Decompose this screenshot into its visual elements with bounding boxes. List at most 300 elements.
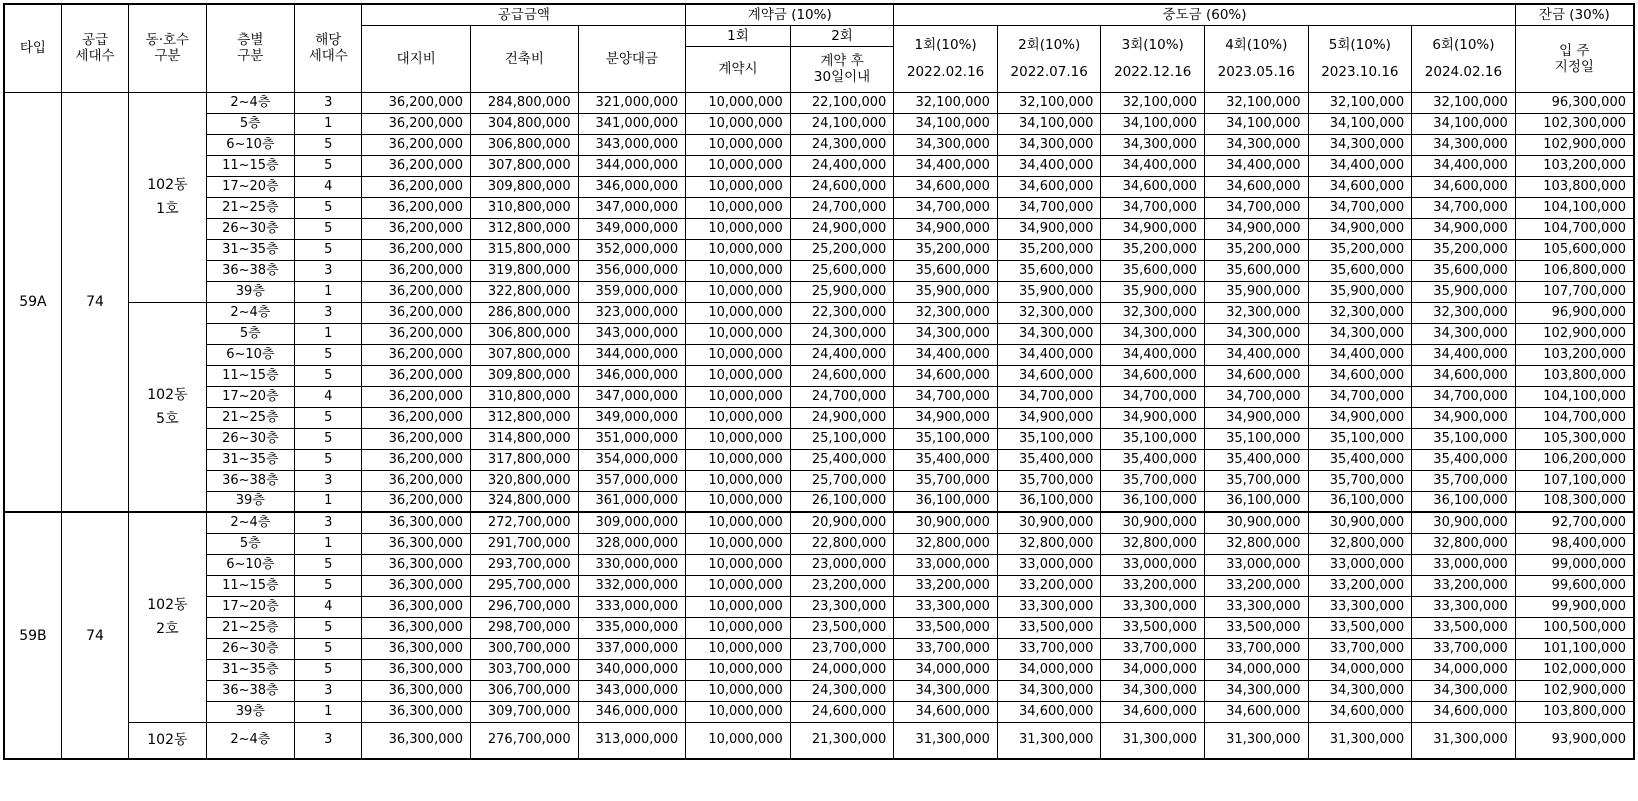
middle-payment-5-cell: 36,100,000: [1308, 491, 1412, 512]
middle-payment-2-cell: 34,400,000: [997, 344, 1101, 365]
balance-cell: 96,900,000: [1515, 302, 1634, 323]
building-cost-cell: 312,800,000: [471, 407, 579, 428]
dong-ho-label: 102동: [147, 386, 188, 403]
deposit-1-cell: 10,000,000: [686, 449, 791, 470]
table-row: [4, 449, 1634, 470]
units-cell: 5: [295, 638, 362, 659]
sale-price-cell: 346,000,000: [578, 701, 686, 722]
land-cost-cell: 36,200,000: [362, 302, 471, 323]
middle-payment-5-cell: 35,200,000: [1308, 239, 1412, 260]
deposit-1-cell: 10,000,000: [686, 386, 791, 407]
building-cost-cell: 309,800,000: [471, 176, 579, 197]
middle-payment-5-cell: 33,200,000: [1308, 575, 1412, 596]
land-cost-cell: 36,300,000: [362, 533, 471, 554]
middle-payment-4-cell: 35,100,000: [1205, 428, 1309, 449]
balance-cell: 96,300,000: [1515, 92, 1634, 113]
sale-price-cell: 351,000,000: [578, 428, 686, 449]
middle-payment-1-cell: 35,200,000: [894, 239, 998, 260]
middle-payment-1-cell: 32,100,000: [894, 92, 998, 113]
floor-cell: 31~35층: [206, 239, 294, 260]
col-building: 건축비: [471, 25, 579, 92]
middle-payment-1-cell: 32,800,000: [894, 533, 998, 554]
units-cell: 5: [295, 218, 362, 239]
deposit-1-cell: 10,000,000: [686, 92, 791, 113]
sale-price-cell: 313,000,000: [578, 722, 686, 759]
middle-payment-5-cell: 34,600,000: [1308, 365, 1412, 386]
floor-cell: 39층: [206, 491, 294, 512]
middle-payment-1-cell: 34,900,000: [894, 407, 998, 428]
building-cost-cell: 306,800,000: [471, 323, 579, 344]
deposit-2-cell: 23,500,000: [790, 617, 894, 638]
middle-payment-6-cell: 34,600,000: [1412, 365, 1516, 386]
middle-payment-5-cell: 34,300,000: [1308, 134, 1412, 155]
deposit-1-cell: 10,000,000: [686, 323, 791, 344]
middle-payment-2-cell: 35,400,000: [997, 449, 1101, 470]
middle-payment-4-cell: 35,700,000: [1205, 470, 1309, 491]
middle-payment-1-cell: 34,600,000: [894, 176, 998, 197]
middle-payment-4-cell: 31,300,000: [1205, 722, 1309, 759]
dong-ho-cell: [129, 92, 206, 302]
table-row: [4, 218, 1634, 239]
floor-cell: 6~10층: [206, 344, 294, 365]
middle-payment-6-cell: 34,100,000: [1412, 113, 1516, 134]
deposit-1-cell: 10,000,000: [686, 428, 791, 449]
table-row: [4, 302, 1634, 323]
middle-payment-1-cell: 34,300,000: [894, 134, 998, 155]
middle-payment-1-cell: 34,100,000: [894, 113, 998, 134]
table-row: [4, 197, 1634, 218]
deposit-1-cell: 10,000,000: [686, 722, 791, 759]
middle-payment-3-cell: 32,800,000: [1101, 533, 1205, 554]
building-cost-cell: 314,800,000: [471, 428, 579, 449]
middle-payment-6-cell: 36,100,000: [1412, 491, 1516, 512]
middle-payment-4-cell: 33,300,000: [1205, 596, 1309, 617]
floor-cell: 26~30층: [206, 428, 294, 449]
col-deposit-2: 2회: [790, 25, 894, 46]
sale-price-cell: 337,000,000: [578, 638, 686, 659]
land-cost-cell: 36,200,000: [362, 344, 471, 365]
middle-payment-2-cell: 35,200,000: [997, 239, 1101, 260]
deposit-2-cell: 24,300,000: [790, 680, 894, 701]
deposit-1-cell: 10,000,000: [686, 512, 791, 533]
units-cell: 1: [295, 701, 362, 722]
col-deposit-1-when: 계약시: [686, 46, 791, 92]
sale-price-cell: 343,000,000: [578, 680, 686, 701]
land-cost-cell: 36,300,000: [362, 659, 471, 680]
building-cost-cell: 310,800,000: [471, 197, 579, 218]
middle-payment-5-cell: 32,100,000: [1308, 92, 1412, 113]
dong-ho-label: 5호: [156, 410, 179, 427]
middle-payment-6-cell: 32,300,000: [1412, 302, 1516, 323]
deposit-1-cell: 10,000,000: [686, 302, 791, 323]
middle-payment-3-cell: 34,300,000: [1101, 323, 1205, 344]
middle-payment-2-cell: 36,100,000: [997, 491, 1101, 512]
middle-payment-5-cell: 34,600,000: [1308, 176, 1412, 197]
middle-payment-1-cell: 34,700,000: [894, 197, 998, 218]
balance-cell: 103,800,000: [1515, 176, 1634, 197]
sale-price-cell: 354,000,000: [578, 449, 686, 470]
units-cell: 1: [295, 281, 362, 302]
col-mid-6: 6회(10%) 2024.02.16: [1412, 25, 1516, 92]
deposit-1-cell: 10,000,000: [686, 113, 791, 134]
table-row: [4, 365, 1634, 386]
middle-payment-3-cell: 33,000,000: [1101, 554, 1205, 575]
middle-payment-6-cell: 33,000,000: [1412, 554, 1516, 575]
balance-cell: 103,200,000: [1515, 155, 1634, 176]
middle-payment-2-cell: 34,300,000: [997, 680, 1101, 701]
dong-ho-label: 102동: [147, 177, 188, 193]
table-row: [4, 239, 1634, 260]
table-row: [4, 386, 1634, 407]
table-row: [4, 407, 1634, 428]
sale-price-cell: 343,000,000: [578, 134, 686, 155]
middle-payment-6-cell: 34,700,000: [1412, 197, 1516, 218]
table-row: [4, 155, 1634, 176]
table-header: [4, 4, 1634, 92]
middle-payment-5-cell: 35,700,000: [1308, 470, 1412, 491]
middle-payment-5-cell: 34,900,000: [1308, 218, 1412, 239]
deposit-2-cell: 22,300,000: [790, 302, 894, 323]
balance-cell: 106,200,000: [1515, 449, 1634, 470]
deposit-2-cell: 20,900,000: [790, 512, 894, 533]
balance-cell: 102,900,000: [1515, 134, 1634, 155]
deposit-2-cell: 23,700,000: [790, 638, 894, 659]
sale-price-cell: 333,000,000: [578, 596, 686, 617]
middle-payment-3-cell: 34,700,000: [1101, 386, 1205, 407]
middle-payment-4-cell: 36,100,000: [1205, 491, 1309, 512]
middle-payment-6-cell: 35,600,000: [1412, 260, 1516, 281]
col-deposit-2-when: 계약 후 30일이내: [790, 46, 894, 92]
balance-cell: 103,200,000: [1515, 344, 1634, 365]
building-cost-cell: 309,800,000: [471, 365, 579, 386]
deposit-1-cell: 10,000,000: [686, 491, 791, 512]
middle-payment-2-cell: 32,800,000: [997, 533, 1101, 554]
units-cell: 3: [295, 470, 362, 491]
middle-payment-3-cell: 34,700,000: [1101, 197, 1205, 218]
table-row: [4, 113, 1634, 134]
deposit-2-cell: 23,300,000: [790, 596, 894, 617]
middle-payment-2-cell: 35,700,000: [997, 470, 1101, 491]
middle-payment-2-cell: 33,200,000: [997, 575, 1101, 596]
middle-payment-3-cell: 35,200,000: [1101, 239, 1205, 260]
sale-price-cell: 346,000,000: [578, 176, 686, 197]
middle-payment-4-cell: 33,700,000: [1205, 638, 1309, 659]
units-cell: 4: [295, 596, 362, 617]
middle-payment-3-cell: 35,100,000: [1101, 428, 1205, 449]
middle-payment-3-cell: 33,300,000: [1101, 596, 1205, 617]
middle-payment-5-cell: 35,900,000: [1308, 281, 1412, 302]
middle-payment-6-cell: 35,200,000: [1412, 239, 1516, 260]
deposit-1-cell: 10,000,000: [686, 617, 791, 638]
floor-cell: 39층: [206, 281, 294, 302]
middle-payment-6-cell: 35,100,000: [1412, 428, 1516, 449]
middle-payment-5-cell: 35,100,000: [1308, 428, 1412, 449]
building-cost-cell: 291,700,000: [471, 533, 579, 554]
land-cost-cell: 36,300,000: [362, 701, 471, 722]
units-cell: 5: [295, 449, 362, 470]
sale-price-cell: 332,000,000: [578, 575, 686, 596]
building-cost-cell: 307,800,000: [471, 344, 579, 365]
table-row: [4, 176, 1634, 197]
middle-payment-2-cell: 31,300,000: [997, 722, 1101, 759]
floor-cell: 11~15층: [206, 155, 294, 176]
middle-payment-6-cell: 31,300,000: [1412, 722, 1516, 759]
table-row: [4, 617, 1634, 638]
middle-payment-4-cell: 33,200,000: [1205, 575, 1309, 596]
deposit-1-cell: 10,000,000: [686, 701, 791, 722]
land-cost-cell: 36,200,000: [362, 260, 471, 281]
deposit-2-cell: 21,300,000: [790, 722, 894, 759]
deposit-1-cell: 10,000,000: [686, 575, 791, 596]
units-cell: 5: [295, 197, 362, 218]
land-cost-cell: 36,200,000: [362, 176, 471, 197]
middle-payment-4-cell: 34,400,000: [1205, 344, 1309, 365]
middle-payment-5-cell: 34,700,000: [1308, 386, 1412, 407]
sale-price-cell: 357,000,000: [578, 470, 686, 491]
middle-payment-2-cell: 34,600,000: [997, 365, 1101, 386]
middle-payment-5-cell: 33,300,000: [1308, 596, 1412, 617]
middle-payment-4-cell: 32,800,000: [1205, 533, 1309, 554]
deposit-1-cell: 10,000,000: [686, 533, 791, 554]
middle-payment-1-cell: 34,300,000: [894, 323, 998, 344]
col-mid-5: 5회(10%) 2023.10.16: [1308, 25, 1412, 92]
deposit-2-cell: 25,600,000: [790, 260, 894, 281]
middle-payment-5-cell: 35,600,000: [1308, 260, 1412, 281]
table-row: [4, 323, 1634, 344]
type-cell: 59B: [4, 512, 61, 759]
land-cost-cell: 36,200,000: [362, 197, 471, 218]
table-body: [4, 92, 1634, 759]
balance-cell: 103,800,000: [1515, 365, 1634, 386]
table-row: [4, 701, 1634, 722]
middle-payment-4-cell: 32,300,000: [1205, 302, 1309, 323]
land-cost-cell: 36,200,000: [362, 155, 471, 176]
table-row: [4, 533, 1634, 554]
middle-payment-3-cell: 33,200,000: [1101, 575, 1205, 596]
balance-cell: 102,300,000: [1515, 113, 1634, 134]
table-row: [4, 512, 1634, 533]
middle-payment-5-cell: 33,500,000: [1308, 617, 1412, 638]
middle-payment-1-cell: 35,400,000: [894, 449, 998, 470]
middle-payment-6-cell: 34,400,000: [1412, 155, 1516, 176]
land-cost-cell: 36,200,000: [362, 365, 471, 386]
land-cost-cell: 36,200,000: [362, 386, 471, 407]
middle-payment-5-cell: 34,400,000: [1308, 155, 1412, 176]
floor-cell: 17~20층: [206, 176, 294, 197]
middle-payment-3-cell: 34,000,000: [1101, 659, 1205, 680]
deposit-1-cell: 10,000,000: [686, 638, 791, 659]
deposit-2-cell: 26,100,000: [790, 491, 894, 512]
balance-cell: 108,300,000: [1515, 491, 1634, 512]
middle-payment-4-cell: 35,600,000: [1205, 260, 1309, 281]
floor-cell: 6~10층: [206, 554, 294, 575]
middle-payment-6-cell: 34,700,000: [1412, 386, 1516, 407]
sale-price-cell: 344,000,000: [578, 344, 686, 365]
middle-payment-2-cell: 34,000,000: [997, 659, 1101, 680]
middle-payment-4-cell: 34,600,000: [1205, 176, 1309, 197]
building-cost-cell: 295,700,000: [471, 575, 579, 596]
middle-payment-4-cell: 34,300,000: [1205, 323, 1309, 344]
balance-cell: 101,100,000: [1515, 638, 1634, 659]
table-row: [4, 92, 1634, 113]
middle-payment-2-cell: 34,700,000: [997, 197, 1101, 218]
land-cost-cell: 36,200,000: [362, 281, 471, 302]
building-cost-cell: 304,800,000: [471, 113, 579, 134]
middle-payment-3-cell: 32,300,000: [1101, 302, 1205, 323]
land-cost-cell: 36,300,000: [362, 722, 471, 759]
land-cost-cell: 36,300,000: [362, 575, 471, 596]
building-cost-cell: 307,800,000: [471, 155, 579, 176]
units-cell: 5: [295, 365, 362, 386]
middle-payment-5-cell: 31,300,000: [1308, 722, 1412, 759]
units-cell: 3: [295, 260, 362, 281]
middle-payment-2-cell: 35,100,000: [997, 428, 1101, 449]
building-cost-cell: 276,700,000: [471, 722, 579, 759]
dong-ho-cell: [129, 722, 206, 759]
middle-payment-4-cell: 34,000,000: [1205, 659, 1309, 680]
land-cost-cell: 36,200,000: [362, 449, 471, 470]
deposit-2-cell: 24,700,000: [790, 197, 894, 218]
floor-cell: 11~15층: [206, 575, 294, 596]
middle-payment-1-cell: 34,400,000: [894, 344, 998, 365]
units-cell: 5: [295, 134, 362, 155]
middle-payment-6-cell: 35,700,000: [1412, 470, 1516, 491]
middle-payment-6-cell: 30,900,000: [1412, 512, 1516, 533]
deposit-2-cell: 23,000,000: [790, 554, 894, 575]
building-cost-cell: 303,700,000: [471, 659, 579, 680]
middle-payment-3-cell: 34,100,000: [1101, 113, 1205, 134]
floor-cell: 36~38층: [206, 260, 294, 281]
middle-payment-6-cell: 34,600,000: [1412, 701, 1516, 722]
middle-payment-4-cell: 35,900,000: [1205, 281, 1309, 302]
dong-ho-label: 102동: [147, 597, 188, 614]
middle-payment-3-cell: 30,900,000: [1101, 512, 1205, 533]
middle-payment-5-cell: 34,300,000: [1308, 680, 1412, 701]
floor-cell: 5층: [206, 113, 294, 134]
middle-payment-5-cell: 30,900,000: [1308, 512, 1412, 533]
land-cost-cell: 36,200,000: [362, 491, 471, 512]
middle-payment-6-cell: 35,400,000: [1412, 449, 1516, 470]
dong-ho-cell: [129, 302, 206, 512]
middle-payment-5-cell: 32,800,000: [1308, 533, 1412, 554]
units-cell: 4: [295, 386, 362, 407]
middle-payment-1-cell: 33,500,000: [894, 617, 998, 638]
balance-cell: 102,900,000: [1515, 680, 1634, 701]
units-cell: 4: [295, 176, 362, 197]
middle-payment-4-cell: 30,900,000: [1205, 512, 1309, 533]
col-supply-amount: 공급금액: [362, 4, 686, 25]
middle-payment-1-cell: 33,200,000: [894, 575, 998, 596]
middle-payment-3-cell: 33,500,000: [1101, 617, 1205, 638]
floor-cell: 21~25층: [206, 407, 294, 428]
deposit-2-cell: 25,200,000: [790, 239, 894, 260]
price-table: [3, 3, 1635, 760]
middle-payment-1-cell: 35,700,000: [894, 470, 998, 491]
floor-cell: 17~20층: [206, 386, 294, 407]
middle-payment-2-cell: 34,400,000: [997, 155, 1101, 176]
deposit-1-cell: 10,000,000: [686, 134, 791, 155]
floor-cell: 6~10층: [206, 134, 294, 155]
units-cell: 5: [295, 407, 362, 428]
units-cell: 1: [295, 113, 362, 134]
middle-payment-3-cell: 34,600,000: [1101, 365, 1205, 386]
middle-payment-6-cell: 34,900,000: [1412, 407, 1516, 428]
middle-payment-6-cell: 33,500,000: [1412, 617, 1516, 638]
units-cell: 1: [295, 323, 362, 344]
middle-payment-2-cell: 34,300,000: [997, 323, 1101, 344]
middle-payment-5-cell: 33,700,000: [1308, 638, 1412, 659]
middle-payment-4-cell: 33,500,000: [1205, 617, 1309, 638]
middle-payment-4-cell: 34,900,000: [1205, 407, 1309, 428]
sale-price-cell: 352,000,000: [578, 239, 686, 260]
land-cost-cell: 36,200,000: [362, 113, 471, 134]
balance-cell: 93,900,000: [1515, 722, 1634, 759]
land-cost-cell: 36,300,000: [362, 617, 471, 638]
middle-payment-4-cell: 34,900,000: [1205, 218, 1309, 239]
sale-price-cell: 335,000,000: [578, 617, 686, 638]
middle-payment-1-cell: 33,700,000: [894, 638, 998, 659]
middle-payment-4-cell: 35,200,000: [1205, 239, 1309, 260]
units-cell: 3: [295, 722, 362, 759]
table-row: [4, 638, 1634, 659]
deposit-1-cell: 10,000,000: [686, 596, 791, 617]
land-cost-cell: 36,200,000: [362, 407, 471, 428]
balance-cell: 92,700,000: [1515, 512, 1634, 533]
middle-payment-6-cell: 34,300,000: [1412, 680, 1516, 701]
col-floor: 층별 구분: [206, 4, 294, 92]
middle-payment-5-cell: 33,000,000: [1308, 554, 1412, 575]
building-cost-cell: 286,800,000: [471, 302, 579, 323]
middle-payment-4-cell: 33,000,000: [1205, 554, 1309, 575]
land-cost-cell: 36,200,000: [362, 428, 471, 449]
deposit-2-cell: 24,600,000: [790, 365, 894, 386]
middle-payment-3-cell: 32,100,000: [1101, 92, 1205, 113]
supply-units-cell: 74: [61, 92, 128, 512]
building-cost-cell: 312,800,000: [471, 218, 579, 239]
middle-payment-4-cell: 34,600,000: [1205, 365, 1309, 386]
deposit-2-cell: 25,400,000: [790, 449, 894, 470]
middle-payment-5-cell: 34,100,000: [1308, 113, 1412, 134]
units-cell: 1: [295, 533, 362, 554]
type-cell: 59A: [4, 92, 61, 512]
units-cell: 5: [295, 428, 362, 449]
middle-payment-3-cell: 34,300,000: [1101, 680, 1205, 701]
middle-payment-4-cell: 34,700,000: [1205, 386, 1309, 407]
middle-payment-3-cell: 35,400,000: [1101, 449, 1205, 470]
deposit-1-cell: 10,000,000: [686, 470, 791, 491]
units-cell: 5: [295, 554, 362, 575]
table-row: [4, 428, 1634, 449]
floor-cell: 36~38층: [206, 470, 294, 491]
col-dong-ho: 동·호수 구분: [129, 4, 206, 92]
middle-payment-2-cell: 34,300,000: [997, 134, 1101, 155]
middle-payment-6-cell: 34,000,000: [1412, 659, 1516, 680]
middle-payment-4-cell: 34,300,000: [1205, 680, 1309, 701]
deposit-2-cell: 24,600,000: [790, 176, 894, 197]
col-balance-when: 입 주 지정일: [1515, 25, 1634, 92]
sale-price-cell: 347,000,000: [578, 197, 686, 218]
middle-payment-3-cell: 34,600,000: [1101, 701, 1205, 722]
building-cost-cell: 324,800,000: [471, 491, 579, 512]
middle-payment-1-cell: 34,000,000: [894, 659, 998, 680]
middle-payment-6-cell: 35,900,000: [1412, 281, 1516, 302]
units-cell: 5: [295, 617, 362, 638]
units-cell: 5: [295, 155, 362, 176]
units-cell: 1: [295, 491, 362, 512]
building-cost-cell: 315,800,000: [471, 239, 579, 260]
col-middle-payment: 중도금 (60%): [894, 4, 1515, 25]
balance-cell: 105,300,000: [1515, 428, 1634, 449]
